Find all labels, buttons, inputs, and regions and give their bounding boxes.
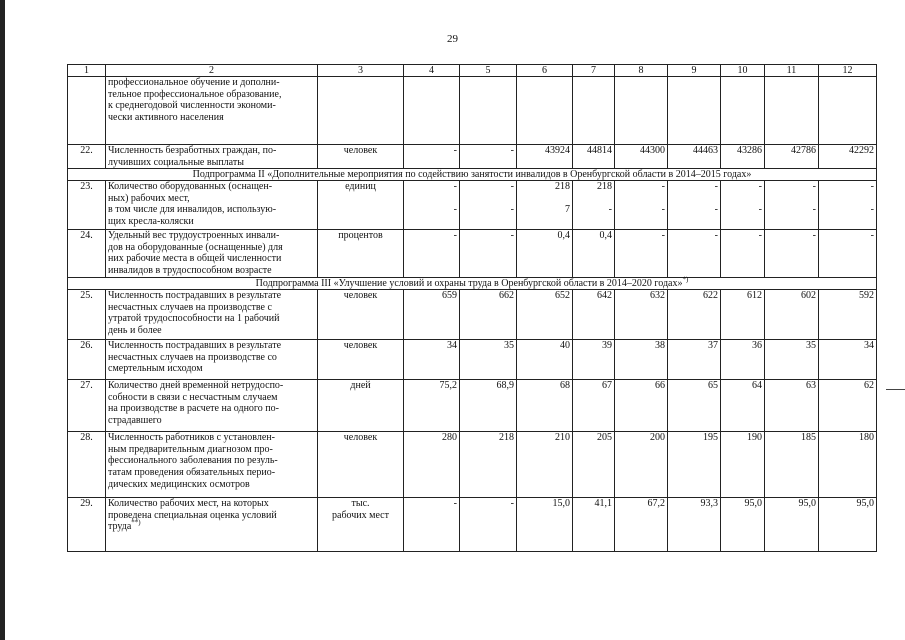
unit-line: тыс. (351, 498, 370, 510)
value-cell (668, 77, 721, 145)
value-cell (615, 181, 668, 230)
value-cell: - (404, 145, 460, 169)
text-line: инвалидов в трудоспособном возрасте (108, 264, 272, 276)
value-cell: 632 (615, 290, 668, 340)
row-number: 22. (68, 145, 106, 169)
value-cell: 662 (460, 290, 517, 340)
value-cell (819, 77, 877, 145)
value-cell: 43286 (721, 145, 765, 169)
footnote-mark: **) (131, 519, 141, 528)
row-number (68, 77, 106, 145)
text-line: к среднегодовой численности экономи- (108, 100, 276, 112)
table-row-28 (68, 432, 877, 498)
text-line: в том числе для инвалидов, использую- (108, 204, 277, 216)
row-number: 28. (68, 432, 106, 498)
text-line: труда (108, 521, 132, 533)
unit-cell (318, 498, 404, 552)
text-line: Количество рабочих мест, на которых (108, 498, 269, 510)
value-cell: 0,4 (573, 230, 615, 278)
header-cell: 4 (404, 65, 460, 77)
header-cell: 2 (106, 65, 318, 77)
text-line: Количество дней временной нетрудоспо- (108, 380, 284, 392)
value-total: - (812, 181, 816, 193)
value-cell: - (765, 230, 819, 278)
text-line: чески активного населения (108, 111, 224, 123)
value-cell: 185 (765, 432, 819, 498)
unit-cell: человек (318, 145, 404, 169)
value-cell: 622 (668, 290, 721, 340)
value-cell: 68,9 (460, 380, 517, 432)
value-cell: - (404, 498, 460, 552)
text-line: Удельный вес трудоустроенных инвали- (108, 230, 280, 242)
value-cell (573, 181, 615, 230)
value-cell: 190 (721, 432, 765, 498)
text-line: на производстве в расчете на одного по- (108, 403, 279, 415)
value-cell (721, 181, 765, 230)
value-cell (819, 181, 877, 230)
value-cell (765, 181, 819, 230)
table-row-continuation (68, 77, 877, 145)
value-total: - (661, 181, 665, 193)
value-cell: 35 (460, 340, 517, 380)
row-number: 25. (68, 290, 106, 340)
value-cell: 44814 (573, 145, 615, 169)
value-cell: 280 (404, 432, 460, 498)
header-cell: 11 (765, 65, 819, 77)
unit-cell (318, 77, 404, 145)
text-line: Численность пострадавших в результате (108, 290, 282, 302)
value-cell: 40 (517, 340, 573, 380)
value-cell: 67 (573, 380, 615, 432)
row-number: 27. (68, 380, 106, 432)
value-cell: 95,0 (721, 498, 765, 552)
indicator-text (106, 290, 318, 340)
value-cell: - (615, 230, 668, 278)
text-line: ным предварительным диагнозом про- (108, 443, 273, 455)
indicator-text (106, 230, 318, 278)
page-number: 29 (447, 33, 458, 45)
row-number: 29. (68, 498, 106, 552)
subprogram-title (68, 275, 877, 290)
value-cell: 15,0 (517, 498, 573, 552)
value-total: 218 (597, 181, 612, 193)
value-cell: 44463 (668, 145, 721, 169)
table-row-26 (68, 340, 877, 380)
text-line: утратой трудоспособности на 1 рабочий (108, 313, 280, 325)
value-cell: 67,2 (615, 498, 668, 552)
value-total: 218 (555, 181, 570, 193)
value-cell: 37 (668, 340, 721, 380)
header-cell: 12 (819, 65, 877, 77)
header-cell: 3 (318, 65, 404, 77)
value-cell: - (460, 230, 517, 278)
value-cell: 602 (765, 290, 819, 340)
unit-cell: человек (318, 290, 404, 340)
table-row-23 (68, 181, 877, 230)
value-cell: 75,2 (404, 380, 460, 432)
indicator-text (106, 432, 318, 498)
value-cell: - (404, 230, 460, 278)
value-total: - (453, 181, 457, 193)
value-wheelchair: - (812, 203, 816, 215)
text-line: Количество оборудованных (оснащен- (108, 181, 273, 193)
text-line: ных) рабочих мест, (108, 192, 190, 204)
value-cell: 34 (404, 340, 460, 380)
value-wheelchair: - (758, 203, 762, 215)
unit-cell: процентов (318, 230, 404, 278)
value-wheelchair: - (510, 203, 514, 215)
value-cell: 44300 (615, 145, 668, 169)
value-total: - (870, 181, 874, 193)
row-number: 23. (68, 181, 106, 230)
value-cell (460, 181, 517, 230)
text-line: смертельным исходом (108, 363, 203, 375)
text-line: несчастных случаев на производстве со (108, 351, 277, 363)
value-cell (517, 77, 573, 145)
unit-cell: единиц (318, 181, 404, 230)
value-wheelchair: - (608, 203, 612, 215)
value-total: - (758, 181, 762, 193)
subprogram-title: Подпрограмма II «Дополнительные мероприятия по содействию занятости инвалидов в Оренбургской области в 2014–2015 годах» (68, 169, 877, 181)
unit-cell: человек (318, 340, 404, 380)
table-row-29 (68, 498, 877, 552)
text-line: несчастных случаев на производстве с (108, 301, 272, 313)
text-line: Численность безработных граждан, по- (108, 145, 277, 156)
text-line: них рабочие места в общей численности (108, 253, 282, 265)
value-cell: 210 (517, 432, 573, 498)
text-line: щих кресла-коляски (108, 215, 194, 227)
value-cell: 36 (721, 340, 765, 380)
value-cell: 205 (573, 432, 615, 498)
value-cell: 42786 (765, 145, 819, 169)
value-cell: 34 (819, 340, 877, 380)
value-cell: 652 (517, 290, 573, 340)
header-cell: 5 (460, 65, 517, 77)
value-cell: 35 (765, 340, 819, 380)
value-cell: 0,4 (517, 230, 573, 278)
value-cell: - (819, 230, 877, 278)
value-cell: 659 (404, 290, 460, 340)
table-row-22 (68, 145, 877, 169)
header-cell: 6 (517, 65, 573, 77)
text-line: день и более (108, 324, 162, 336)
text-line: Численность работников с установлен- (108, 432, 275, 444)
indicator-text (106, 181, 318, 230)
value-cell: 195 (668, 432, 721, 498)
indicator-text (106, 498, 318, 552)
footnote-mark: *) (682, 275, 689, 284)
row-number: 24. (68, 230, 106, 278)
value-cell: 218 (460, 432, 517, 498)
table-row-27 (68, 380, 877, 432)
unit-cell: дней (318, 380, 404, 432)
value-cell: 64 (721, 380, 765, 432)
text-line: страдавшего (108, 414, 162, 426)
text-line: лучивших социальные выплаты (108, 156, 244, 168)
value-cell: 68 (517, 380, 573, 432)
subprogram-title-text: Подпрограмма III «Улучшение условий и охраны труда в Оренбургской области в 2014–2020 годах» (255, 278, 683, 290)
text-line: дических медицинских осмотров (108, 478, 250, 490)
unit-cell: человек (318, 432, 404, 498)
subprogram-row (68, 278, 877, 290)
text-line-last (108, 521, 315, 533)
indicator-text (106, 340, 318, 380)
value-cell: 642 (573, 290, 615, 340)
row-number: 26. (68, 340, 106, 380)
value-wheelchair: - (661, 203, 665, 215)
value-cell: 95,0 (819, 498, 877, 552)
table-header (68, 65, 877, 77)
header-row (68, 65, 877, 77)
text-line: собности в связи с несчастным случаем (108, 391, 278, 403)
value-cell: 612 (721, 290, 765, 340)
value-cell: 200 (615, 432, 668, 498)
table-row-24 (68, 230, 877, 278)
value-cell: 95,0 (765, 498, 819, 552)
value-cell: 180 (819, 432, 877, 498)
text-line: татам проведения обязательных перио- (108, 466, 276, 478)
scan-edge-bar (0, 0, 5, 640)
table-row-25 (68, 290, 877, 340)
value-cell (615, 77, 668, 145)
text-line: фессионального заболевания по резуль- (108, 455, 278, 467)
value-cell: 66 (615, 380, 668, 432)
header-cell: 1 (68, 65, 106, 77)
value-total: - (714, 181, 718, 193)
subprogram-row (68, 169, 877, 181)
value-cell (517, 181, 573, 230)
value-wheelchair: - (714, 203, 718, 215)
value-wheelchair: - (870, 203, 874, 215)
value-cell: 592 (819, 290, 877, 340)
header-cell: 8 (615, 65, 668, 77)
text-line: дов на оборудованные (оснащенные) для (108, 241, 283, 253)
value-cell: 62 (819, 380, 877, 432)
value-cell (460, 77, 517, 145)
value-cell: 42292 (819, 145, 877, 169)
value-cell: - (668, 230, 721, 278)
value-cell (404, 77, 460, 145)
value-cell: 38 (615, 340, 668, 380)
indicator-text (106, 77, 318, 145)
value-cell: 65 (668, 380, 721, 432)
value-cell: - (460, 498, 517, 552)
scan-edge-mark (886, 389, 905, 390)
header-cell: 7 (573, 65, 615, 77)
indicator-text (106, 380, 318, 432)
header-cell: 9 (668, 65, 721, 77)
value-cell: - (460, 145, 517, 169)
value-cell: 43924 (517, 145, 573, 169)
text-line: тельное профессиональное образование, (108, 88, 282, 100)
value-total: - (510, 181, 514, 193)
text-line: профессиональное обучение и дополни- (108, 77, 280, 88)
value-cell (573, 77, 615, 145)
value-cell (404, 181, 460, 230)
value-cell: 63 (765, 380, 819, 432)
indicator-text (106, 145, 318, 169)
value-cell: 39 (573, 340, 615, 380)
text-line: Численность пострадавших в результате (108, 340, 282, 352)
value-cell (765, 77, 819, 145)
value-wheelchair: - (453, 203, 457, 215)
value-cell (668, 181, 721, 230)
value-cell (721, 77, 765, 145)
unit-line: рабочих мест (332, 509, 389, 521)
header-cell: 10 (721, 65, 765, 77)
indicators-table (67, 64, 877, 552)
value-cell: - (721, 230, 765, 278)
value-cell: 93,3 (668, 498, 721, 552)
value-wheelchair: 7 (565, 203, 570, 215)
text-line: проведена специальная оценка условий (108, 509, 277, 521)
value-cell: 41,1 (573, 498, 615, 552)
